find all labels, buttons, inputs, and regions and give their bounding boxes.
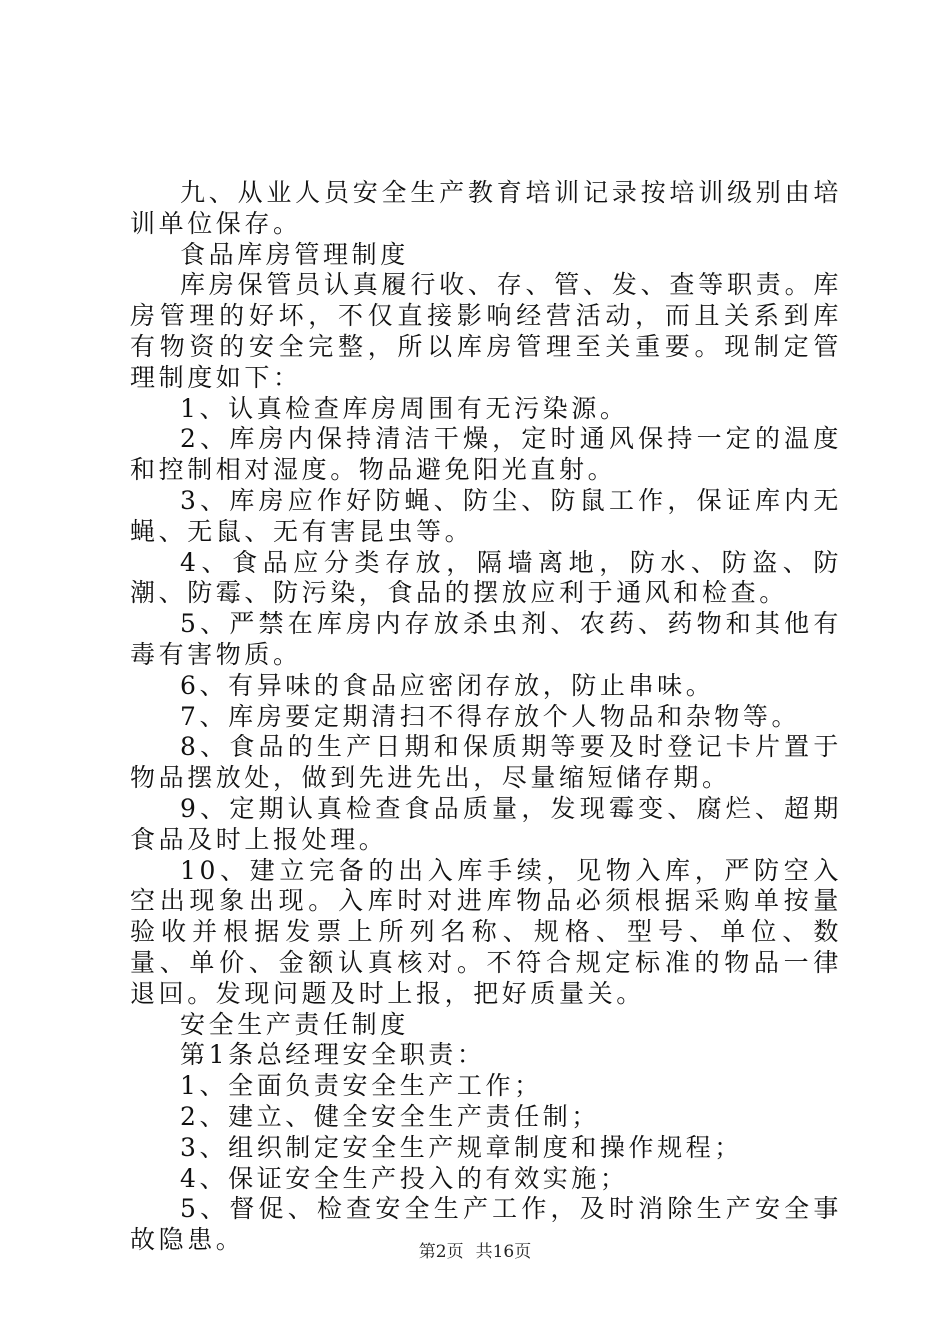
list-item: 5、督促、检查安全生产工作，及时消除生产安全事故隐患。 [130,1194,842,1255]
list-item: 10、建立完备的出入库手续，见物入库，严防空入空出现象出现。入库时对进库物品必须根据采购单按量验收并根据发票上所列名称、规格、型号、单位、数量、单价、金额认真核对。不符合规定标准的物品一律退回。发现问题及时上报，把好质量关。 [130,855,842,1008]
document-body [130,178,842,1256]
list-item: 9、定期认真检查食品质量，发现霉变、腐烂、超期食品及时上报处理。 [130,793,842,854]
paragraph: 库房保管员认真履行收、存、管、发、查等职责。库房管理的好坏，不仅直接影响经营活动，而且关系到库有物资的安全完整，所以库房管理至关重要。现制定管理制度如下： [130,270,842,392]
article-heading: 第1条总经理安全职责： [180,1040,486,1070]
list-item: 5、严禁在库房内存放杀虫剂、农药、药物和其他有毒有害物质。 [130,609,842,669]
list-item: 1、全面负责安全生产工作； [180,1071,543,1101]
list-item: 6、有异味的食品应密闭存放，防止串味。 [180,670,715,700]
page-total: 共16页 [475,1242,532,1262]
list-item: 2、库房内保持清洁干燥，定时通风保持一定的温度和控制相对湿度。物品避免阳光直射。 [130,424,842,485]
list-item: 4、保证安全生产投入的有效实施； [180,1163,629,1193]
page-footer [0,1237,950,1262]
section-heading: 食品库房管理制度 [180,239,409,269]
list-item: 2、建立、健全安全生产责任制； [180,1101,600,1131]
list-item: 7、库房要定期清扫不得存放个人物品和杂物等。 [180,701,801,731]
list-item: 3、库房应作好防蝇、防尘、防鼠工作，保证库内无蝇、无鼠、无有害昆虫等。 [130,485,842,546]
list-item: 4、食品应分类存放，隔墙离地，防水、防盗、防潮、防霉、防污染，食品的摆放应利于通风和检查。 [130,547,842,608]
paragraph: 九、从业人员安全生产教育培训记录按培训级别由培训单位保存。 [130,178,842,238]
list-item: 1、认真检查库房周围有无污染源。 [180,393,629,423]
list-item: 3、组织制定安全生产规章制度和操作规程； [180,1132,743,1162]
page-number: 第2页 [418,1242,464,1262]
section-heading: 安全生产责任制度 [180,1009,409,1039]
list-item: 8、食品的生产日期和保质期等要及时登记卡片置于物品摆放处，做到先进先出，尽量缩短储存期。 [130,732,842,793]
